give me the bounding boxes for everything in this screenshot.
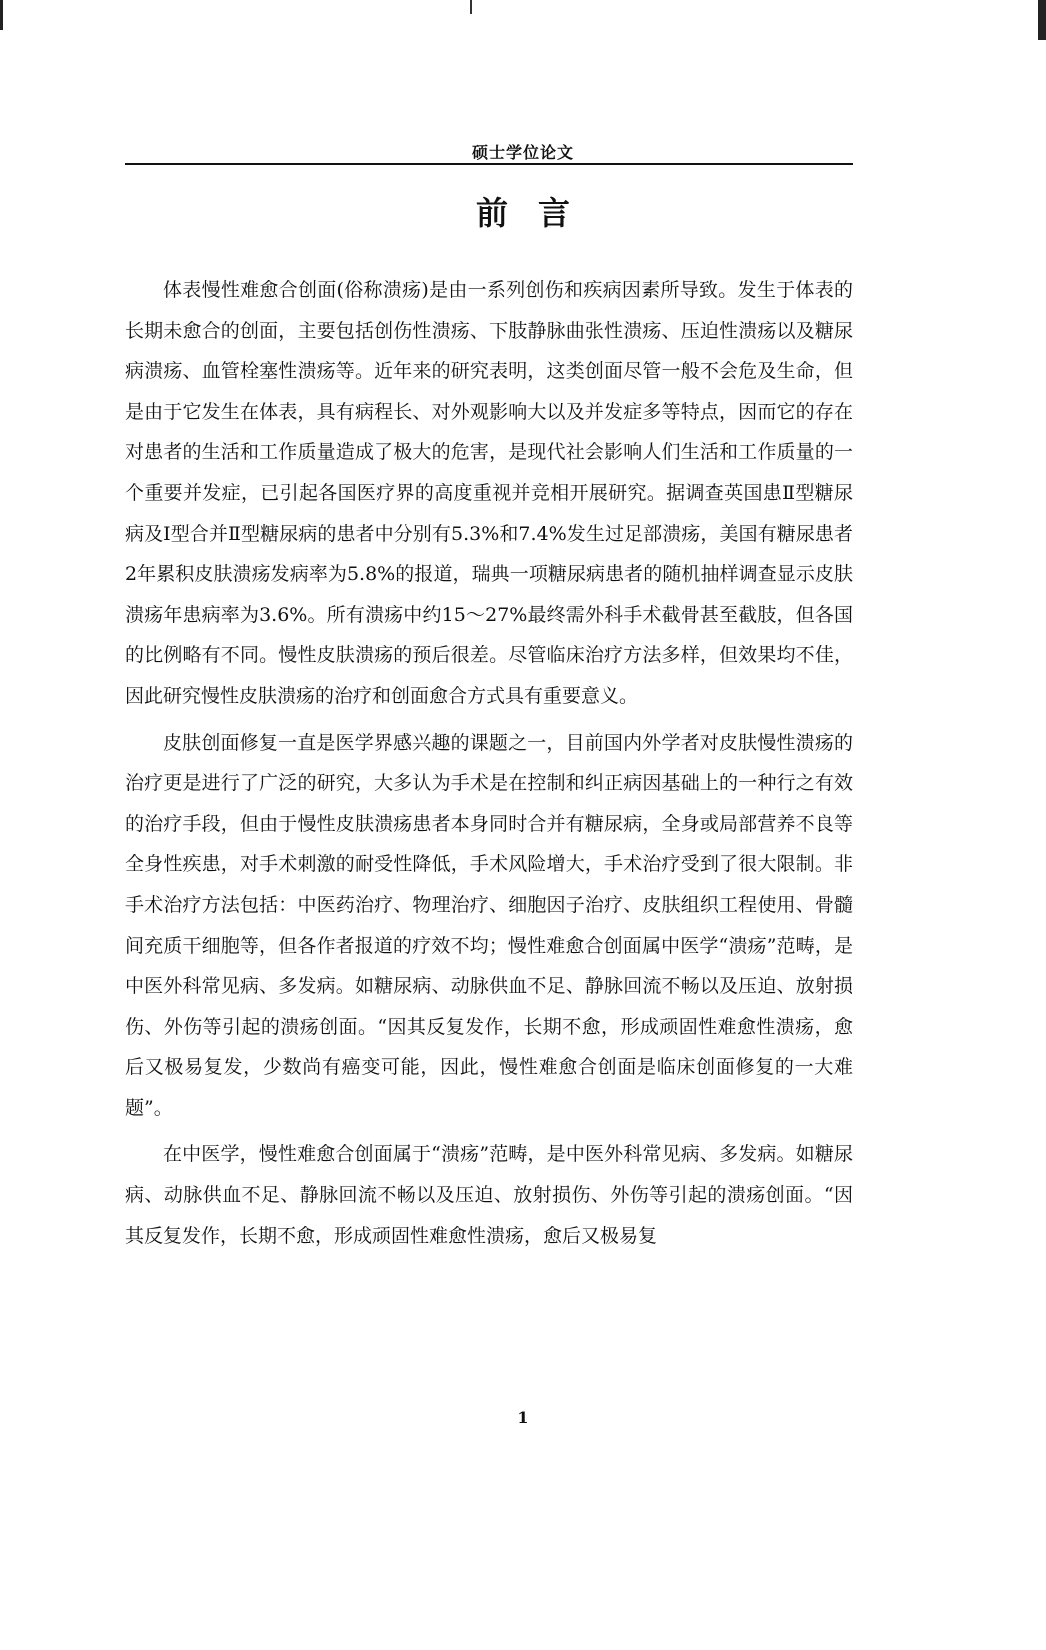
running-header: 硕士学位论文: [471, 143, 574, 162]
scan-edge-mark-left: [0, 0, 3, 30]
body-text: [125, 270, 853, 1262]
paragraph-2: 皮肤创面修复一直是医学界感兴趣的课题之一，目前国内外学者对皮肤慢性溃疡的治疗更是进行了广泛的研究，大多认为手术是在控制和纠正病因基础上的一种行之有效的治疗手段，但由于慢性皮肤溃疡患者本身同时合并有糖尿病，全身或局部营养不良等全身性疾患，对手术刺激的耐受性降低，手术风险增大，手术治疗受到了很大限制。非手术治疗方法包括：中医药治疗、物理治疗、细胞因子治疗、皮肤组织工程使用、骨髓间充质干细胞等，但各作者报道的疗效不均；慢性难愈合创面属中医学“溃疡”范畴，是中医外科常见病、多发病。如糖尿病、动脉供血不足、静脉回流不畅以及压迫、放射损伤、外伤等引起的溃疡创面。“因其反复发作，长期不愈，形成顽固性难愈性溃疡，愈后又极易复发，少数尚有癌变可能，因此，慢性难愈合创面是临床创面修复的一大难题”。: [125, 731, 853, 1119]
page-title: 前言: [475, 194, 600, 232]
header-rule: [125, 163, 853, 165]
scan-edge-mark-right: [1038, 0, 1046, 40]
page-number: 1: [517, 1408, 529, 1427]
scan-tick-mark: [470, 0, 472, 14]
paragraph-3: 在中医学，慢性难愈合创面属于“溃疡”范畴，是中医外科常见病、多发病。如糖尿病、动脉供血不足、静脉回流不畅以及压迫、放射损伤、外伤等引起的溃疡创面。“因其反复发作，长期不愈，形成顽固性难愈性溃疡，愈后又极易复: [125, 1143, 853, 1247]
paragraph-1: 体表慢性难愈合创面(俗称溃疡)是由一系列创伤和疾病因素所导致。发生于体表的长期未愈合的创面，主要包括创伤性溃疡、下肢静脉曲张性溃疡、压迫性溃疡以及糖尿病溃疡、血管栓塞性溃疡等。近年来的研究表明，这类创面尽管一般不会危及生命，但是由于它发生在体表，具有病程长、对外观影响大以及并发症多等特点，因而它的存在对患者的生活和工作质量造成了极大的危害，是现代社会影响人们生活和工作质量的一个重要并发症，已引起各国医疗界的高度重视并竞相开展研究。据调查英国患Ⅱ型糖尿病及Ⅰ型合并Ⅱ型糖尿病的患者中分别有5.3%和7.4%发生过足部溃疡，美国有糖尿患者2年累积皮肤溃疡发病率为5.8%的报道，瑞典一项糖尿病患者的随机抽样调查显示皮肤溃疡年患病率为3.6%。所有溃疡中约15～27%最终需外科手术截骨甚至截肢，但各国的比例略有不同。慢性皮肤溃疡的预后很差。尽管临床治疗方法多样，但效果均不佳，因此研究慢性皮肤溃疡的治疗和创面愈合方式具有重要意义。: [125, 279, 853, 707]
